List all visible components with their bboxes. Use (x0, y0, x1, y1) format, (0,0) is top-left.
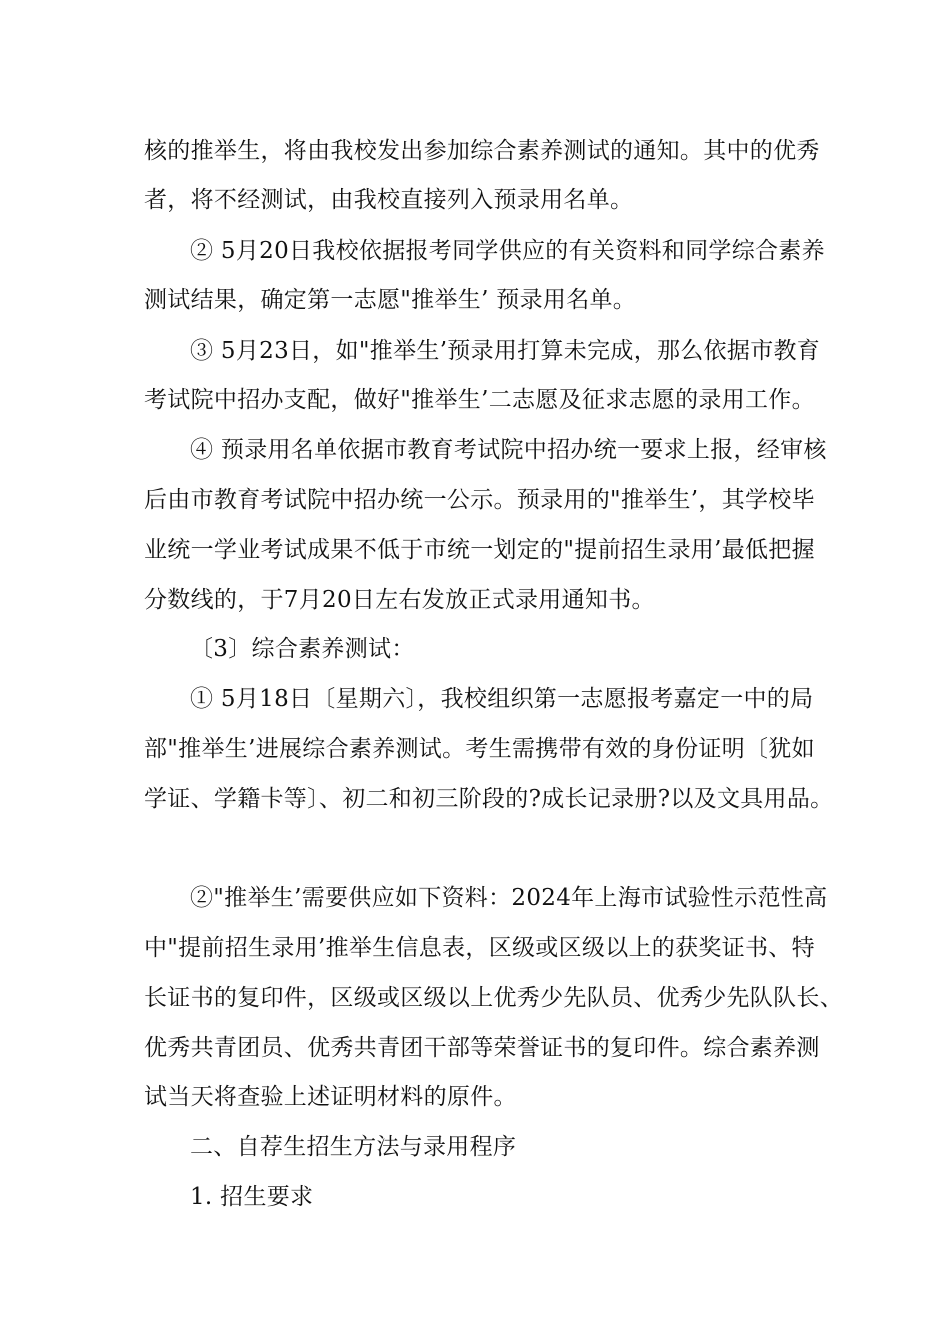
paragraph-line: 优秀共青团员、优秀共青团干部等荣誉证书的复印件。综合素养测 (144, 1035, 820, 1061)
paragraph-line: 测试结果，确定第一志愿"推举生’ 预录用名单。 (144, 287, 637, 313)
paragraph-line: 核的推举生，将由我校发出参加综合素养测试的通知。其中的优秀 (144, 138, 820, 164)
paragraph-line: 学证、学籍卡等〕、初二和初三阶段的?成长记录册?以及文具用品。 (144, 786, 834, 812)
paragraph-line: ① 5月18日〔星期六〕，我校组织第一志愿报考嘉定一中的局 (190, 686, 814, 712)
paragraph-line: 试当天将查验上述证明材料的原件。 (144, 1084, 517, 1110)
section-heading: 二、自荐生招生方法与录用程序 (190, 1134, 517, 1160)
paragraph-line: ② 5月20日我校依据报考同学供应的有关资料和同学综合素养 (190, 238, 825, 264)
section-subheading: 〔3〕综合素养测试： (190, 636, 415, 662)
paragraph-line: 者，将不经测试，由我校直接列入预录用名单。 (144, 187, 634, 213)
paragraph-line: ④ 预录用名单依据市教育考试院中招办统一要求上报，经审核 (190, 437, 827, 463)
paragraph-line: 部"推举生’进展综合素养测试。考生需携带有效的身份证明〔犹如 (144, 736, 815, 762)
paragraph-line: ③ 5月23日，如"推举生’预录用打算未完成，那么依据市教育 (190, 338, 821, 364)
paragraph-line: 考试院中招办支配，做好"推举生’二志愿及征求志愿的录用工作。 (144, 387, 815, 413)
paragraph-line: ②"推举生’需要供应如下资料：2024年上海市试验性示范性高 (190, 885, 828, 911)
paragraph-line: 业统一学业考试成果不低于市统一划定的"提前招生录用’最低把握 (144, 537, 815, 563)
paragraph-line: 中"提前招生录用’推举生信息表，区级或区级以上的获奖证书、特 (144, 935, 815, 961)
paragraph-line: 后由市教育考试院中招办统一公示。预录用的"推举生’，其学校毕 (144, 487, 815, 513)
paragraph-line: 分数线的，于7月20日左右发放正式录用通知书。 (144, 587, 655, 613)
paragraph-line: 长证书的复印件，区级或区级以上优秀少先队员、优秀少先队队长、 (144, 985, 843, 1011)
section-subheading: 1. 招生要求 (190, 1184, 314, 1210)
